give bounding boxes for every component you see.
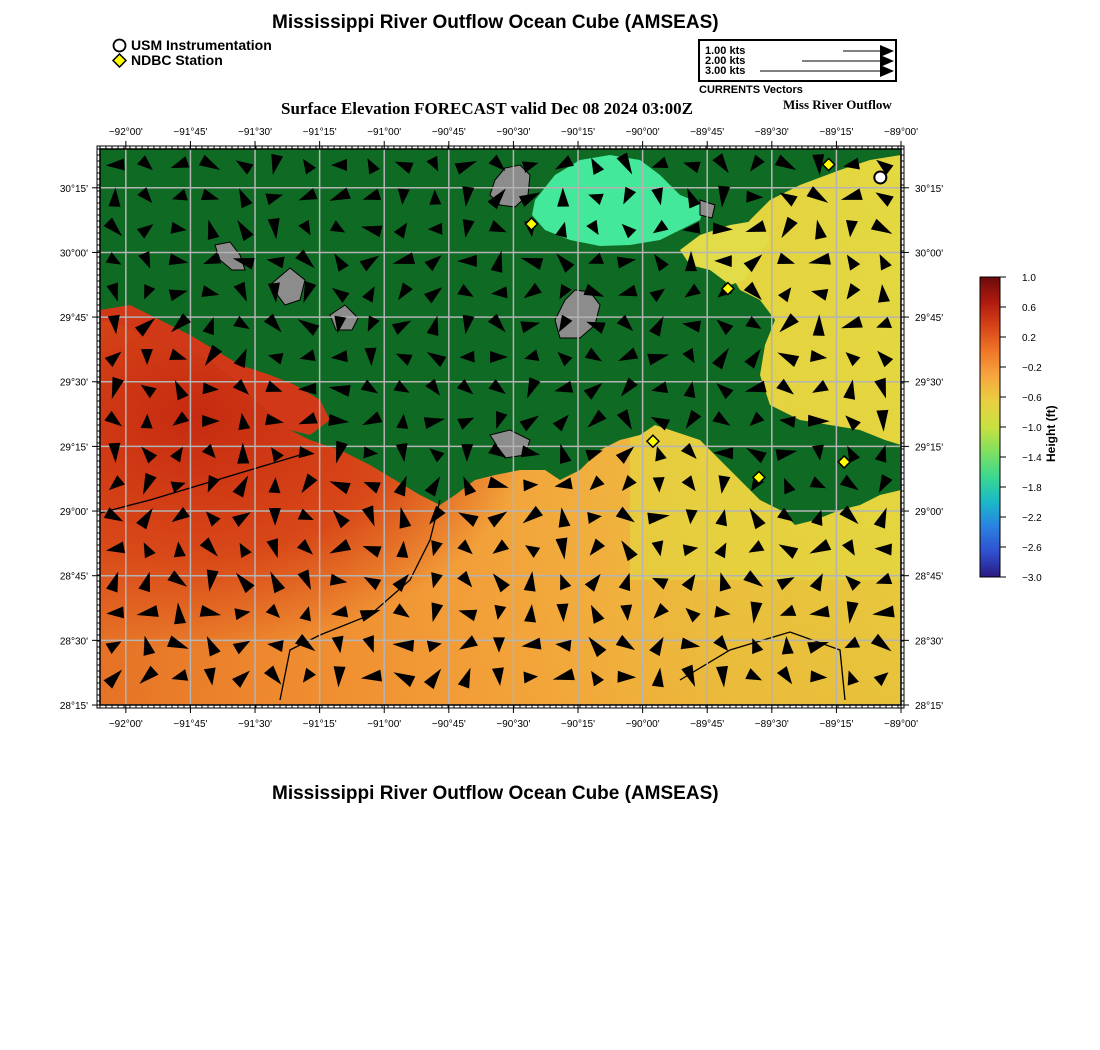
colorbar-tick-label: −0.2: [1022, 363, 1042, 374]
legend-ndbc-label: NDBC Station: [131, 52, 223, 68]
lat-tick-left: 29°30': [59, 377, 88, 389]
lon-tick-top: −91°30': [238, 127, 273, 138]
lat-tick-left: 30°00': [59, 248, 88, 260]
lon-tick-top: −90°30': [496, 127, 531, 138]
lon-tick-top: −90°15': [561, 127, 596, 138]
lat-tick-left: 29°15': [59, 442, 88, 454]
colorbar-tick-label: 1.0: [1022, 273, 1036, 284]
lon-tick-bottom: −89°30': [754, 719, 789, 730]
lon-tick-top: −91°45': [173, 127, 208, 138]
colorbar-tick-label: −2.6: [1022, 543, 1042, 554]
lat-tick-left: 29°00': [59, 507, 88, 519]
lon-tick-bottom: −89°00': [884, 719, 918, 730]
region-label: Miss River Outflow: [783, 97, 892, 112]
vector-label-1: 1.00 kts: [705, 45, 746, 57]
colorbar: [960, 265, 1090, 595]
lon-tick-top: −90°00': [625, 127, 660, 138]
usm-station-marker[interactable]: [874, 171, 886, 183]
map-field: [100, 149, 910, 705]
page-title: Mississippi River Outflow Ocean Cube (AMSEAS): [272, 12, 719, 33]
colorbar-tick-label: −1.8: [1022, 483, 1042, 494]
lat-tick-right: 29°15': [915, 442, 944, 454]
lon-tick-bottom: −89°45': [690, 719, 725, 730]
map-subtitle: Surface Elevation FORECAST valid Dec 08 2024 03:00Z: [281, 99, 693, 118]
lon-tick-bottom: −92°00': [108, 719, 143, 730]
lon-tick-bottom: −90°00': [625, 719, 660, 730]
lon-tick-bottom: −91°30': [238, 719, 273, 730]
lat-tick-left: 28°45': [59, 571, 88, 583]
lon-tick-bottom: −91°15': [302, 719, 337, 730]
colorbar-tick-label: −1.0: [1022, 423, 1042, 434]
colorbar-tick-label: −1.4: [1022, 453, 1042, 464]
colorbar-tick-label: 0.2: [1022, 333, 1036, 344]
lon-tick-top: −91°15': [302, 127, 337, 138]
lat-tick-left: 30°15': [59, 183, 88, 195]
legend-usm-label: USM Instrumentation: [131, 37, 272, 53]
lon-tick-bottom: −90°30': [496, 719, 531, 730]
lat-tick-left: 29°45': [59, 313, 88, 325]
lon-tick-top: −90°45': [431, 127, 466, 138]
lon-tick-bottom: −89°15': [819, 719, 854, 730]
colorbar-tick-label: −3.0: [1022, 573, 1042, 584]
lon-tick-top: −89°00': [884, 127, 918, 138]
lat-tick-right: 28°30': [915, 636, 944, 648]
lat-tick-left: 28°30': [59, 636, 88, 648]
colorbar-tick-label: −2.2: [1022, 513, 1042, 524]
page-title-bottom: Mississippi River Outflow Ocean Cube (AMSEAS): [272, 783, 719, 804]
lon-tick-bottom: −91°00': [367, 719, 402, 730]
lat-tick-right: 28°15': [915, 701, 944, 712]
lon-tick-top: −92°00': [108, 127, 143, 138]
lat-tick-right: 30°15': [915, 183, 944, 195]
lat-tick-right: 29°00': [915, 507, 944, 519]
colorbar-title: Height (ft): [1044, 405, 1058, 462]
vector-label-3: 3.00 kts: [705, 65, 746, 77]
vector-label-2: 2.00 kts: [705, 55, 746, 67]
lon-tick-top: −89°15': [819, 127, 854, 138]
lon-tick-top: −89°45': [690, 127, 725, 138]
vector-scale-title: CURRENTS Vectors: [699, 84, 803, 96]
lat-tick-right: 30°00': [915, 248, 944, 260]
lon-tick-top: −89°30': [754, 127, 789, 138]
lon-tick-top: −91°00': [367, 127, 402, 138]
colorbar-tick-label: −0.6: [1022, 393, 1042, 404]
lat-tick-right: 28°45': [915, 571, 944, 583]
lon-tick-bottom: −91°45': [173, 719, 208, 730]
colorbar-tick-label: 0.6: [1022, 303, 1036, 314]
lon-tick-bottom: −90°45': [431, 719, 466, 730]
lat-tick-left: 28°15': [59, 701, 88, 712]
lat-tick-right: 29°30': [915, 377, 944, 389]
lon-tick-bottom: −90°15': [561, 719, 596, 730]
lat-tick-right: 29°45': [915, 313, 944, 325]
